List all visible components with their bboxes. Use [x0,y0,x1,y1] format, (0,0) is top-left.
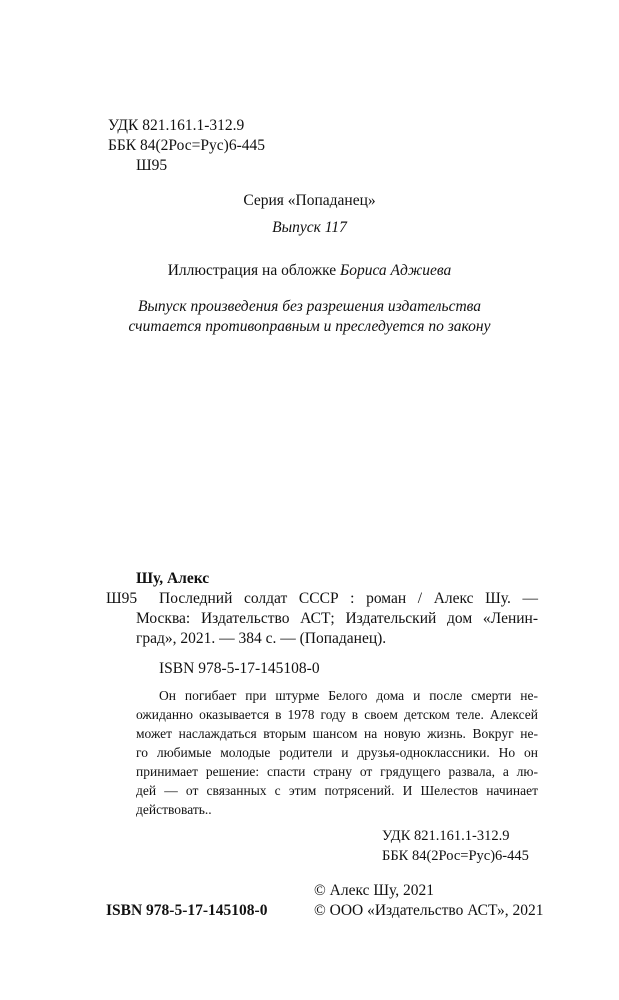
card-udk: УДК 821.161.1-312.9 [382,828,510,844]
catalog-entry-line: Последний солдат СССР : роман / Алекс Шу. — [159,590,538,607]
annotation-line: го любимые молодые родители и друзья-одноклассники. Но он [136,745,538,760]
catalog-author: Шу, Алекс [136,570,210,587]
top-udk: УДК 821.161.1-312.9 [108,117,245,134]
copyright-publisher: © ООО «Издательство АСТ», 2021 [314,902,544,919]
catalog-entry-line: Москва: Издательство АСТ; Издательский дом «Ленин- [136,610,538,627]
illustration-credit [0,261,619,281]
annotation-line: действовать.. [136,802,212,817]
card-bbk: ББК 84(2Рос=Рус)6-445 [382,848,529,864]
annotation-line: дей — от связанных с этим потрясений. И Шелестов начинает [136,783,538,798]
series-label: Серия «Попаданец» [243,192,376,209]
annotation-line: может наслаждаться вторым шансом на новую жизнь. Вокруг не- [136,726,538,741]
warning-line-2: считается противоправным и преследуется по закону [128,318,491,335]
catalog-isbn: ISBN 978-5-17-145108-0 [159,660,320,677]
illustration-prefix: Иллюстрация на обложке [167,262,341,279]
top-author-mark: Ш95 [136,157,168,174]
catalog-mark: Ш95 [106,590,138,607]
series-issue: Выпуск 117 [272,219,347,236]
top-bbk: ББК 84(2Рос=Рус)6-445 [108,137,265,154]
catalog-entry-line: град», 2021. — 384 с. — (Попаданец). [136,630,387,647]
annotation-line: принимает решение: спасти страну от грядущего развала, а лю- [136,764,538,779]
footer-isbn: ISBN 978-5-17-145108-0 [106,902,268,919]
annotation-line: ожиданно оказывается в 1978 году в своем детском теле. Алексей [136,707,538,722]
illustration-artist: Бориса Аджиева [340,262,452,279]
copyright-author: © Алекс Шу, 2021 [314,882,434,899]
annotation-line: Он погибает при штурме Белого дома и после смерти не- [159,688,538,703]
warning-line-1: Выпуск произведения без разрешения издательства [137,298,482,315]
